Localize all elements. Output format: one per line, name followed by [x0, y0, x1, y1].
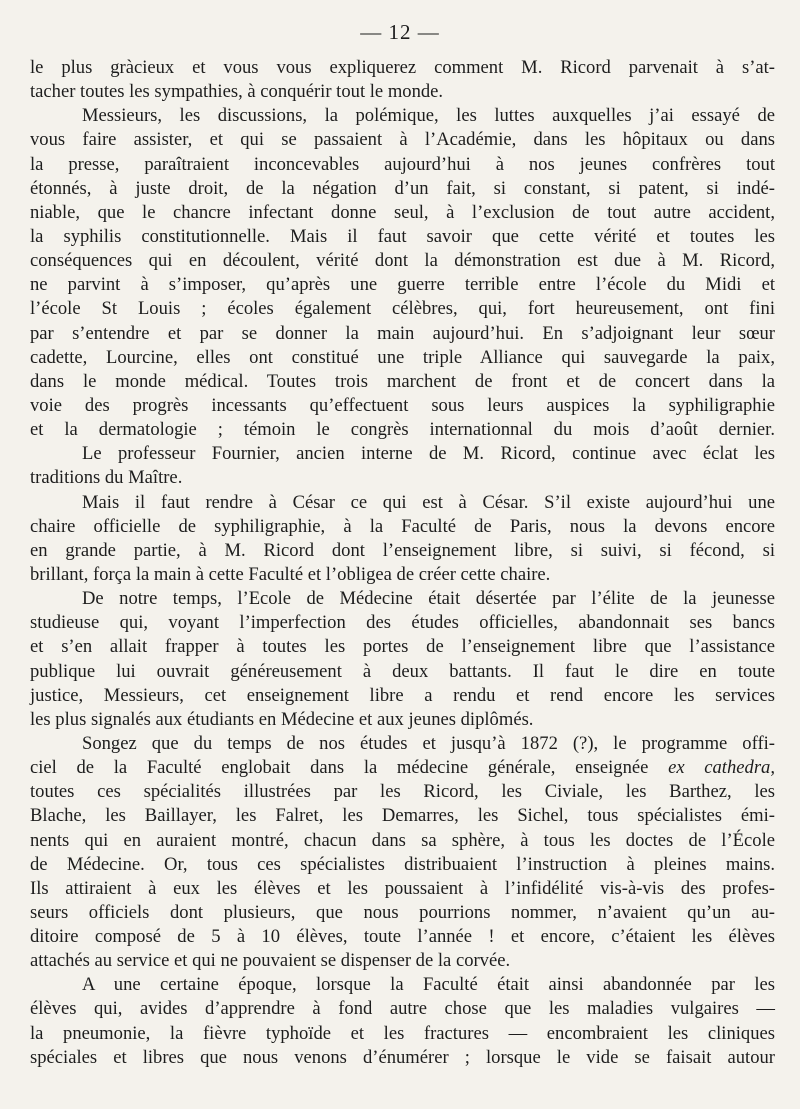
body-text [30, 56, 775, 1070]
text-line: élèves qui, avides d’apprendre à fond autre chose que les maladies vulgaires — [30, 998, 775, 1020]
text-line: Le professeur Fournier, ancien interne de M. Ricord, continue avec éclat les [82, 443, 775, 465]
text-line: ditoire composé de 5 à 10 élèves, toute l’année ! et encore, c’étaient les élèves [30, 926, 775, 948]
text-line: Songez que du temps de nos études et jusqu’à 1872 (?), le programme offi- [82, 732, 775, 754]
text-line: en grande partie, à M. Ricord dont l’enseignement libre, si suivi, si fécond, si [30, 539, 775, 561]
text-line: les plus signalés aux étudiants en Médecine et aux jeunes diplômés. [30, 708, 534, 730]
text-line: la pneumonie, la fièvre typhoïde et les fractures — encombraient les cliniques [30, 1022, 775, 1044]
text-line: Blache, les Baillayer, les Falret, les Demarres, les Sichel, tous spécialistes émi- [30, 805, 775, 827]
text-line: niable, que le chancre infectant donne seul, à l’exclusion de tout autre accident, [30, 201, 775, 223]
text-line: publique lui ouvrait généreusement à deux battants. Il faut le dire en toute [30, 660, 775, 682]
text-line: la presse, paraîtraient inconcevables aujourd’hui à nos jeunes confrères tout [30, 153, 775, 175]
text-line: étonnés, à juste droit, de la négation d’un fait, si constant, si patent, si indé- [30, 177, 775, 199]
text-line: vous faire assister, et qui se passaient à l’Académie, dans les hôpitaux ou dans [30, 129, 775, 151]
text-line: ciel de la Faculté englobait dans la médecine générale, enseignée ex cathedra, [30, 757, 775, 779]
text-line: tacher toutes les sympathies, à conquérir tout le monde. [30, 81, 444, 103]
text-line: chaire officielle de syphiligraphie, à la Faculté de Paris, nous la devons encore [30, 515, 775, 537]
text-line: justice, Messieurs, cet enseignement libre a rendu et rend encore les services [30, 684, 775, 706]
page-number: — 12 — [360, 20, 440, 44]
text-line: la syphilis constitutionnelle. Mais il faut savoir que cette vérité et toutes les [30, 225, 775, 247]
text-line: conséquences qui en découlent, vérité dont la démonstration est due à M. Ricord, [30, 250, 775, 272]
text-line: de Médecine. Or, tous ces spécialistes distribuaient l’instruction à pleines mains. [30, 853, 775, 875]
text-line: Ils attiraient à eux les élèves et les poussaient à l’infidélité vis-à-vis des profes- [30, 877, 775, 899]
text-line: et la dermatologie ; témoin le congrès internationnal du mois d’août dernier. [30, 419, 775, 441]
text-line: attachés au service et qui ne pouvaient se dispenser de la corvée. [30, 950, 511, 972]
text-line: spéciales et libres que nous venons d’énumérer ; lorsque le vide se faisait autour [30, 1046, 775, 1068]
text-line: traditions du Maître. [30, 467, 183, 489]
text-line: brillant, força la main à cette Faculté et l’obligea de créer cette chaire. [30, 563, 551, 585]
text-line: Mais il faut rendre à César ce qui est à César. S’il existe aujourd’hui une [82, 491, 775, 513]
text-line: Messieurs, les discussions, la polémique, les luttes auxquelles j’ai essayé de [82, 105, 775, 127]
text-line: ne parvint à s’imposer, qu’après une guerre terrible entre l’école du Midi et [30, 274, 775, 296]
text-line: A une certaine époque, lorsque la Faculté était ainsi abandonnée par les [82, 974, 775, 996]
text-line: toutes ces spécialités illustrées par les Ricord, les Civiale, les Barthez, les [30, 781, 775, 803]
text-line: le plus gràcieux et vous vous expliquerez comment M. Ricord parvenait à s’at- [30, 57, 775, 78]
text-line: De notre temps, l’Ecole de Médecine était désertée par l’élite de la jeunesse [82, 588, 775, 610]
text-line: dans le monde médical. Toutes trois marchent de front et de concert dans la [30, 370, 775, 392]
text-line: voie des progrès incessants qu’effectuent sous leurs auspices la syphiligraphie [30, 394, 775, 416]
text-line: studieuse qui, voyant l’imperfection des études officielles, abandonnait ses bancs [30, 612, 775, 634]
text-line: par s’entendre et par se donner la main aujourd’hui. En s’adjoignant leur sœur [30, 322, 775, 344]
text-line: cadette, Lourcine, elles ont constitué une triple Alliance qui sauvegarde la paix, [30, 346, 775, 368]
text-line: l’école St Louis ; écoles également célèbres, qui, fort heureusement, ont fini [30, 298, 775, 320]
text-line: et s’en allait frapper à toutes les portes de l’enseignement libre que l’assistance [30, 636, 775, 658]
text-line: nents qui en auraient montré, chacun dans sa sphère, à tous les doctes de l’École [30, 829, 775, 851]
text-line: seurs officiels dont plusieurs, que nous pourrions nommer, n’avaient qu’un au- [30, 901, 775, 923]
